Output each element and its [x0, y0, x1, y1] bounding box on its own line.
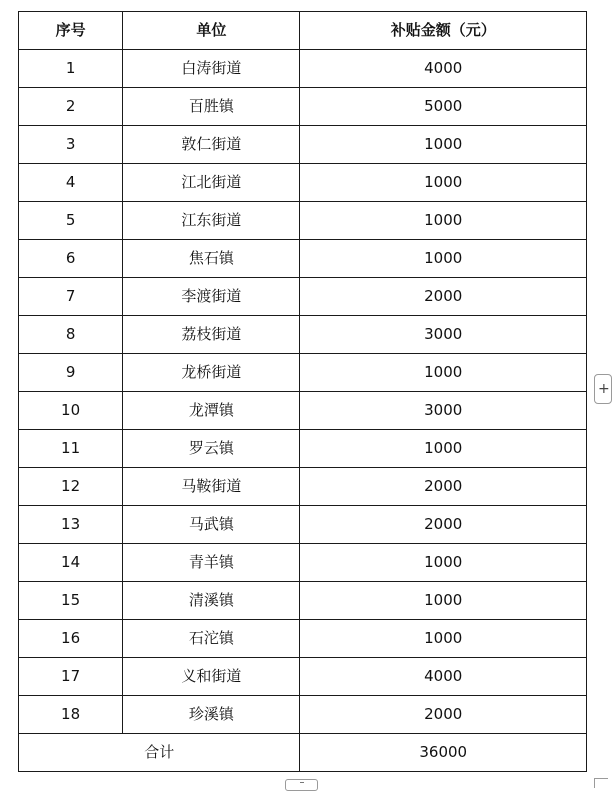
- table-row: [19, 392, 587, 430]
- row-index-cell: 12: [19, 468, 123, 506]
- row-index-cell: 8: [19, 316, 123, 354]
- row-unit-cell: 青羊镇: [123, 544, 300, 582]
- row-unit-cell: 百胜镇: [123, 88, 300, 126]
- row-unit-cell: 珍溪镇: [123, 696, 300, 734]
- table-row: [19, 544, 587, 582]
- row-index-cell: 17: [19, 658, 123, 696]
- row-unit-cell: 荔枝街道: [123, 316, 300, 354]
- row-unit-cell: 义和街道: [123, 658, 300, 696]
- table-row: [19, 278, 587, 316]
- row-index-cell: 7: [19, 278, 123, 316]
- row-amount-cell: 1000: [300, 164, 587, 202]
- row-index-cell: 15: [19, 582, 123, 620]
- table-body: [19, 50, 587, 734]
- table-row: [19, 354, 587, 392]
- row-amount-cell: 5000: [300, 88, 587, 126]
- total-amount: 36000: [300, 734, 587, 772]
- header-amount: 补贴金额（元）: [300, 12, 587, 50]
- header-index: 序号: [19, 12, 123, 50]
- add-row-handle[interactable]: [285, 779, 318, 791]
- row-unit-cell: 敦仁街道: [123, 126, 300, 164]
- row-unit-cell: 龙潭镇: [123, 392, 300, 430]
- row-amount-cell: 1000: [300, 202, 587, 240]
- table-row: [19, 316, 587, 354]
- table-row: [19, 202, 587, 240]
- row-amount-cell: 1000: [300, 354, 587, 392]
- row-amount-cell: 1000: [300, 544, 587, 582]
- row-index-cell: 11: [19, 430, 123, 468]
- header-unit: 单位: [123, 12, 300, 50]
- table-row: [19, 620, 587, 658]
- row-index-cell: 3: [19, 126, 123, 164]
- row-amount-cell: 4000: [300, 50, 587, 88]
- row-amount-cell: 2000: [300, 278, 587, 316]
- table-row: [19, 126, 587, 164]
- row-index-cell: 2: [19, 88, 123, 126]
- row-unit-cell: 龙桥街道: [123, 354, 300, 392]
- row-amount-cell: 3000: [300, 392, 587, 430]
- resize-handle-icon: [300, 782, 304, 787]
- add-column-handle[interactable]: [594, 374, 612, 404]
- row-unit-cell: 江东街道: [123, 202, 300, 240]
- row-index-cell: 18: [19, 696, 123, 734]
- row-amount-cell: 1000: [300, 240, 587, 278]
- row-index-cell: 1: [19, 50, 123, 88]
- row-amount-cell: 2000: [300, 468, 587, 506]
- subsidy-table: [18, 11, 587, 772]
- table-resize-corner[interactable]: [594, 778, 608, 788]
- table-header-row: [19, 12, 587, 50]
- row-index-cell: 6: [19, 240, 123, 278]
- table-row: [19, 468, 587, 506]
- row-index-cell: 16: [19, 620, 123, 658]
- row-amount-cell: 3000: [300, 316, 587, 354]
- row-index-cell: 14: [19, 544, 123, 582]
- table-row: [19, 506, 587, 544]
- row-index-cell: 13: [19, 506, 123, 544]
- row-amount-cell: 1000: [300, 582, 587, 620]
- row-unit-cell: 李渡街道: [123, 278, 300, 316]
- table-row: [19, 88, 587, 126]
- total-label: 合计: [19, 734, 300, 772]
- row-unit-cell: 罗云镇: [123, 430, 300, 468]
- table-row: [19, 164, 587, 202]
- row-index-cell: 4: [19, 164, 123, 202]
- row-index-cell: 9: [19, 354, 123, 392]
- table-row: [19, 658, 587, 696]
- row-unit-cell: 白涛街道: [123, 50, 300, 88]
- row-index-cell: 10: [19, 392, 123, 430]
- row-amount-cell: 1000: [300, 126, 587, 164]
- total-row: [19, 734, 587, 772]
- row-unit-cell: 清溪镇: [123, 582, 300, 620]
- table-row: [19, 582, 587, 620]
- plus-icon: +: [598, 381, 610, 397]
- row-amount-cell: 1000: [300, 430, 587, 468]
- row-amount-cell: 2000: [300, 506, 587, 544]
- table-row: [19, 50, 587, 88]
- row-index-cell: 5: [19, 202, 123, 240]
- row-unit-cell: 石沱镇: [123, 620, 300, 658]
- row-unit-cell: 江北街道: [123, 164, 300, 202]
- table-row: [19, 430, 587, 468]
- row-unit-cell: 马武镇: [123, 506, 300, 544]
- table-row: [19, 696, 587, 734]
- row-unit-cell: 马鞍街道: [123, 468, 300, 506]
- row-amount-cell: 4000: [300, 658, 587, 696]
- row-unit-cell: 焦石镇: [123, 240, 300, 278]
- row-amount-cell: 2000: [300, 696, 587, 734]
- table-row: [19, 240, 587, 278]
- row-amount-cell: 1000: [300, 620, 587, 658]
